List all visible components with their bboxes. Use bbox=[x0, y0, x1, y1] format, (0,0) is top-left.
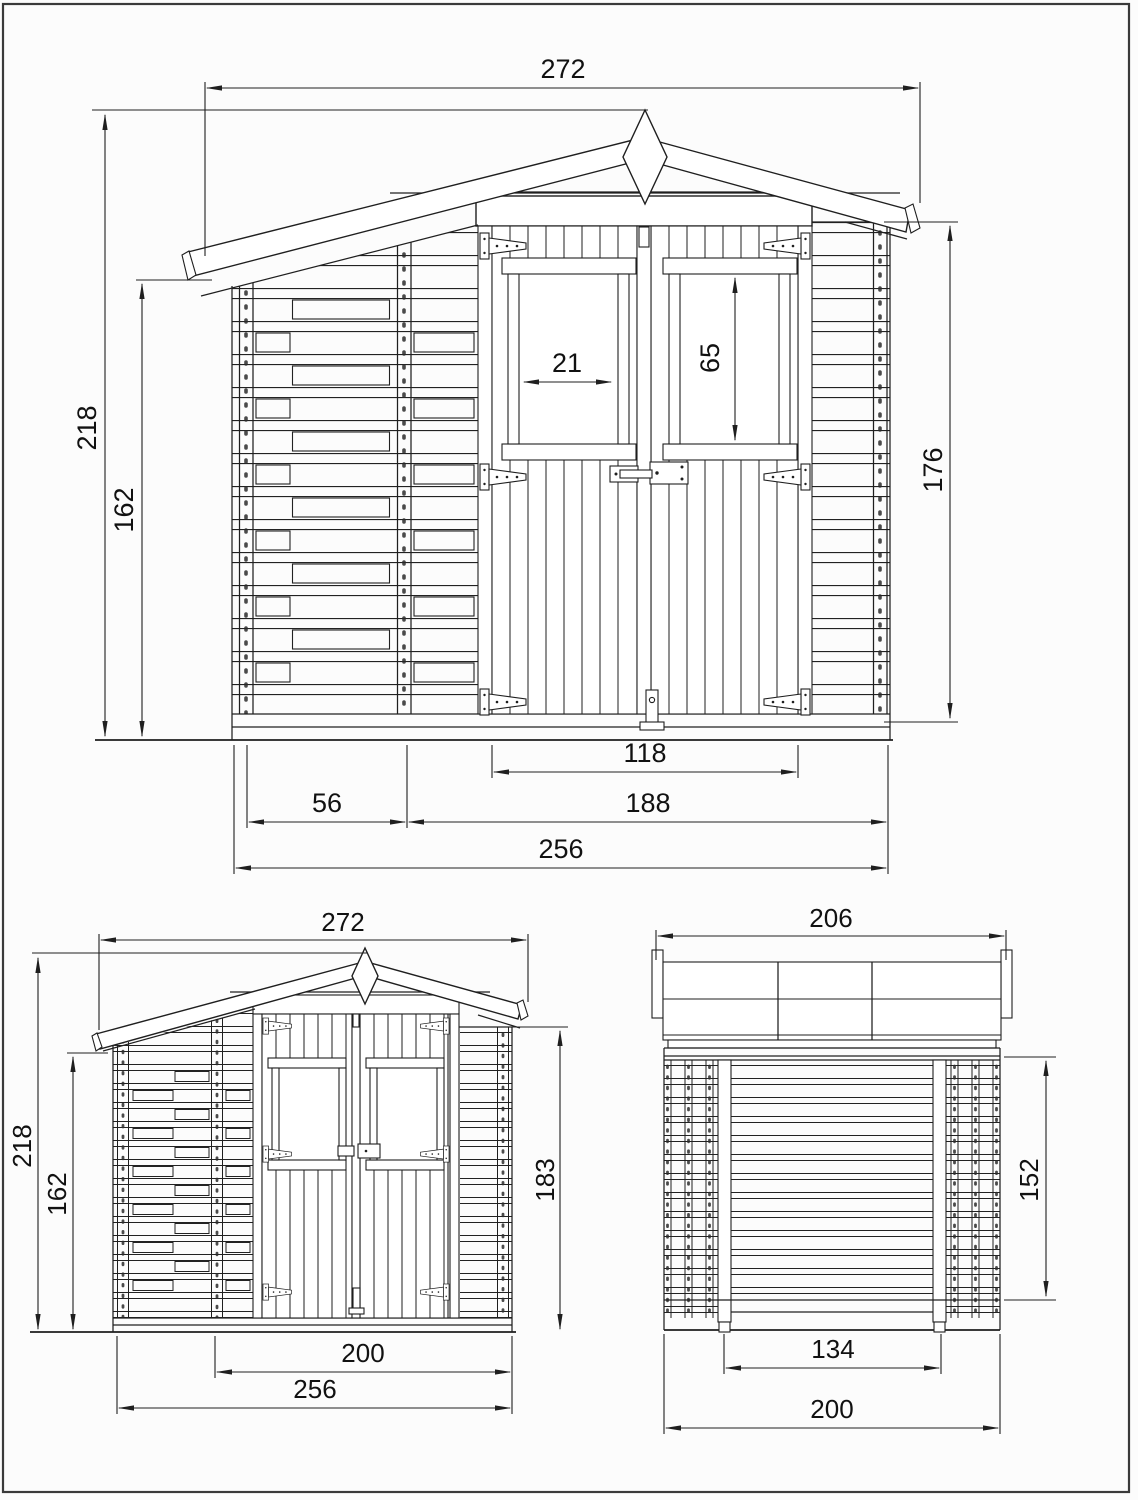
door-assembly bbox=[253, 995, 459, 1318]
door-left bbox=[262, 1014, 352, 1318]
side-wall bbox=[664, 1048, 1000, 1332]
dim-label-roof-width: 272 bbox=[321, 907, 365, 937]
base-beams bbox=[30, 1318, 516, 1332]
base-beams bbox=[95, 714, 893, 740]
foot-left bbox=[719, 1322, 730, 1332]
dim-label-roof-depth: 206 bbox=[809, 903, 853, 933]
side-view bbox=[652, 903, 1056, 1434]
dim-label-total-height: 218 bbox=[72, 405, 102, 451]
dim-label-total-height: 218 bbox=[7, 1124, 37, 1168]
front-right-wall-panel bbox=[800, 222, 890, 740]
front-right-wall-panel bbox=[453, 1027, 512, 1332]
door-right bbox=[360, 1014, 448, 1318]
door-assembly bbox=[472, 192, 816, 730]
dim-label-base-width: 256 bbox=[293, 1374, 337, 1404]
dim-wall-height bbox=[42, 1053, 108, 1329]
front-view-small bbox=[7, 907, 568, 1414]
front-left-wall-panel bbox=[113, 1000, 255, 1332]
dim-label-wall-height: 152 bbox=[1014, 1158, 1044, 1202]
dim-door-opening-width bbox=[492, 738, 798, 778]
dim-side-panel-width bbox=[247, 745, 407, 828]
dim-eave-height bbox=[505, 1027, 568, 1329]
door-frame-post-right bbox=[450, 1014, 459, 1318]
eave-strip bbox=[668, 1040, 996, 1048]
foot-right bbox=[934, 1322, 945, 1332]
front-fascia-end bbox=[652, 950, 663, 1018]
dim-label-inner-depth: 134 bbox=[811, 1334, 855, 1364]
dim-base-width bbox=[117, 1336, 512, 1414]
dim-door-section-width bbox=[215, 1336, 510, 1378]
door-frame-post-left bbox=[253, 1014, 262, 1318]
wall-top-plates bbox=[664, 1048, 1000, 1060]
dim-wall-height bbox=[109, 280, 212, 736]
dim-total-height bbox=[72, 115, 105, 736]
roof-panel bbox=[663, 962, 1001, 1040]
dim-roof-depth bbox=[656, 903, 1006, 960]
inner-post-right bbox=[933, 1060, 946, 1322]
dim-label-roof-width: 272 bbox=[540, 54, 586, 84]
roof-finial-diamond bbox=[623, 110, 667, 204]
dim-wall-height bbox=[1004, 1057, 1056, 1300]
side-planks bbox=[731, 1062, 933, 1302]
dim-label-side-panel-width: 56 bbox=[311, 788, 343, 818]
dim-label-wall-height: 162 bbox=[109, 487, 139, 533]
dim-label-window-height: 65 bbox=[695, 342, 725, 374]
back-fascia-end bbox=[1001, 950, 1012, 1018]
dim-label-wall-height: 162 bbox=[42, 1172, 72, 1216]
door-center-astragal bbox=[352, 1014, 360, 1318]
dim-label-right-wall-height: 176 bbox=[918, 447, 948, 493]
dim-label-window-width: 21 bbox=[551, 348, 583, 378]
dim-label-door-section-width: 200 bbox=[341, 1338, 385, 1368]
front-view-large bbox=[72, 54, 958, 874]
dim-right-wall-height bbox=[884, 222, 958, 722]
dim-label-base-width: 256 bbox=[538, 834, 584, 864]
dim-inner-depth bbox=[724, 1334, 941, 1374]
inner-post-left bbox=[718, 1060, 731, 1322]
dim-total-height bbox=[7, 958, 38, 1329]
dim-label-base-depth: 200 bbox=[810, 1394, 854, 1424]
dim-label-door-panel-width: 188 bbox=[625, 788, 671, 818]
roof-side bbox=[652, 950, 1012, 1048]
dim-label-eave-height: 183 bbox=[530, 1158, 560, 1202]
front-left-wall-panel bbox=[232, 200, 478, 740]
dim-label-door-opening-width: 118 bbox=[623, 738, 667, 768]
